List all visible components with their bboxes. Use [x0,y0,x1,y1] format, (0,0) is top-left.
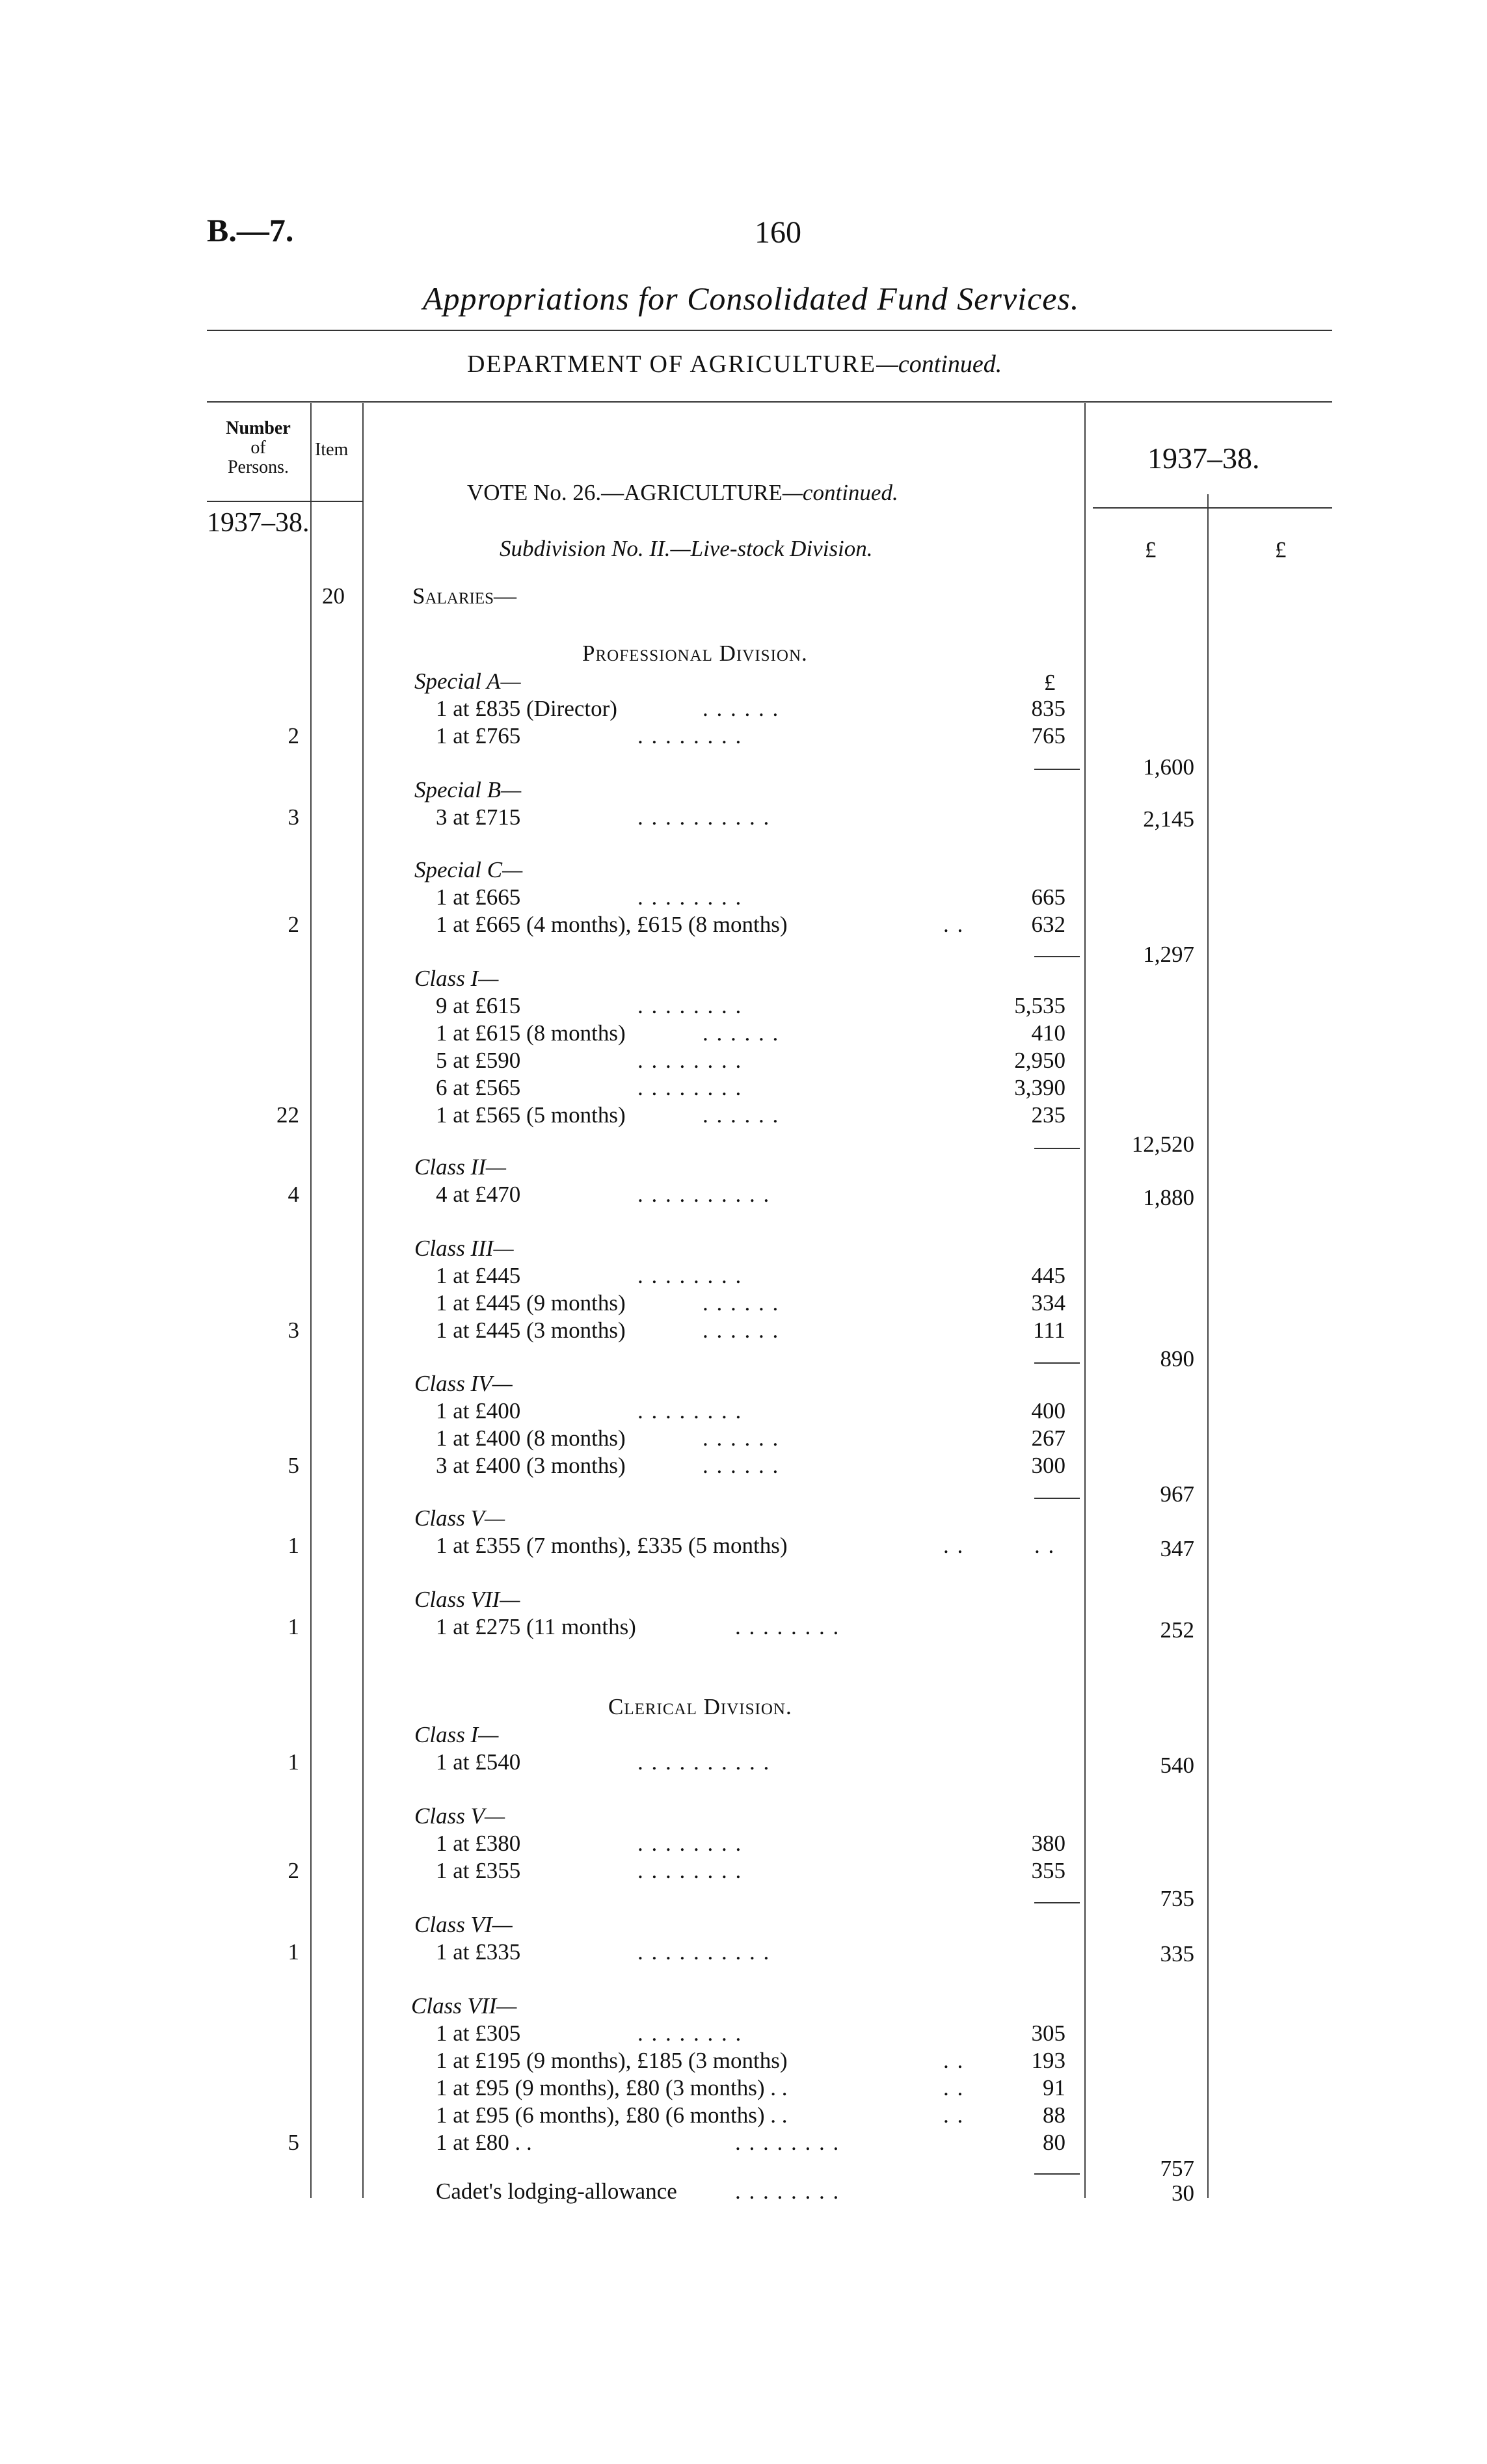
table-row: 1 at £95 (9 months), £80 (3 months) . . . . 91 [436,2075,1065,2100]
table-row: 1 at £665 . . . . . . . . 665 [436,884,1065,910]
class-name: Class I— [414,1722,499,1747]
vote-title: VOTE No. 26.—AGRICULTURE—continued. [467,480,898,505]
table-row: 3 at £715 . . . . . . . . . . [436,804,771,830]
persons-count: 2 [288,1858,299,1883]
class-name: Class V— [414,1803,505,1829]
table-row: 1 at £540 . . . . . . . . . . [436,1749,771,1775]
class-name: Special B— [414,777,522,802]
table-row: 3 at £400 (3 months) . . . . . . 300 [436,1453,1065,1478]
section-total: 1,297 [1143,942,1194,967]
class-name: Class III— [414,1236,514,1261]
section-total: 967 [1160,1481,1194,1507]
table-row: 1 at £835 (Director) . . . . . . 835 [436,696,1065,721]
department-heading: DEPARTMENT OF AGRICULTURE—continued. [467,351,1002,378]
class-name: Class VII— [414,1587,520,1612]
table-row: 1 at £615 (8 months) . . . . . . 410 [436,1020,1065,1046]
section-total: 12,520 [1131,1132,1194,1157]
subtotal-rule [1034,1148,1080,1149]
table-row: 5 at £590 . . . . . . . . 2,950 [436,1048,1065,1073]
table-row: 1 at £665 (4 months), £615 (8 months) . . 632 [436,912,1065,937]
class-name: Class VII— [411,1993,517,2019]
table-row: Cadet's lodging-allowance . . . . . . . . [436,2179,840,2204]
persons-count: 22 [276,1102,299,1128]
table-row: 1 at £765 . . . . . . . . 765 [436,723,1065,748]
subtotal-rule [1034,2173,1080,2175]
persons-count: 2 [288,912,299,937]
salaries-heading: Salaries— [412,583,517,609]
subdivision-title: Subdivision No. II.—Live-stock Division. [500,536,873,561]
class-name: Class I— [414,966,499,991]
persons-year: 1937–38. [207,508,310,538]
persons-count: 5 [288,1453,299,1478]
document-reference: B.—7. [207,212,294,248]
section-total: 735 [1160,1886,1194,1911]
table-row: 4 at £470 . . . . . . . . . . [436,1182,771,1207]
rule-table-top [207,401,1332,403]
table-row: 1 at £335 . . . . . . . . . . [436,1939,771,1965]
table-row: 1 at £355 (7 months), £335 (5 months) . . . . [436,1533,1056,1558]
professional-division-heading: Professional Division. [582,641,808,666]
subtotal-rule [1034,1362,1080,1364]
section-total: 757 [1160,2156,1194,2181]
table-row: 1 at £445 (9 months) . . . . . . 334 [436,1290,1065,1316]
table-row: 1 at £305 . . . . . . . . 305 [436,2020,1065,2046]
table-row: 1 at £445 (3 months) . . . . . . 111 [436,1318,1065,1343]
persons-count: 2 [288,723,299,748]
table-row: 1 at £400 (8 months) . . . . . . 267 [436,1425,1065,1451]
section-total: 540 [1160,1753,1194,1778]
class-name: Class IV— [414,1371,513,1396]
class-name: Class VI— [414,1912,513,1937]
table-row: 1 at £565 (5 months) . . . . . . 235 [436,1102,1065,1128]
table-row: 1 at £380 . . . . . . . . 380 [436,1831,1065,1856]
persons-count: 3 [288,804,299,830]
persons-count: 1 [288,1939,299,1965]
table-row: 1 at £95 (6 months), £80 (6 months) . . . . 88 [436,2102,1065,2128]
subtotal-rule [1034,1902,1080,1903]
year-header: 1937–38. [1147,442,1260,475]
class-name: Special A— [414,669,521,694]
persons-count: 3 [288,1318,299,1343]
table-row: 1 at £80 . . . . . . . . . . 80 [436,2130,1065,2155]
rule-top [207,330,1332,331]
table-row: 1 at £355 . . . . . . . . 355 [436,1858,1065,1883]
section-total: 1,880 [1143,1185,1194,1210]
table-row: 1 at £445 . . . . . . . . 445 [436,1263,1065,1288]
persons-count: 1 [288,1749,299,1775]
table-row: 9 at £615 . . . . . . . . 5,535 [436,993,1065,1018]
section-total: 1,600 [1143,754,1194,780]
page-number: 160 [755,215,801,250]
table-row: 1 at £275 (11 months) . . . . . . . . [436,1614,840,1639]
persons-count: 4 [288,1182,299,1207]
class-name: Class V— [414,1505,505,1531]
subtotal-rule [1034,956,1080,957]
sub-pound-sign: £ [1044,670,1056,695]
subtotal-rule [1034,769,1080,770]
persons-count: 1 [288,1533,299,1558]
table-row: 6 at £565 . . . . . . . . 3,390 [436,1075,1065,1100]
rule-head-right [1093,507,1332,509]
persons-count: 5 [288,2130,299,2155]
persons-count: 1 [288,1614,299,1639]
section-total: 2,145 [1143,806,1194,832]
section-total: 347 [1160,1536,1194,1561]
rule-head-left [207,501,363,502]
page-title: Appropriations for Consolidated Fund Services. [423,280,1080,317]
table-row: 1 at £195 (9 months), £185 (3 months) . . 193 [436,2048,1065,2073]
clerical-division-heading: Clerical Division. [608,1694,792,1719]
persons-column-header: Number of Persons. [226,418,291,477]
section-total: 890 [1160,1346,1194,1371]
section-total: 252 [1160,1617,1194,1643]
section-total: 30 [1172,2180,1194,2206]
item-column-header: Item [315,440,349,460]
class-name: Class II— [414,1154,506,1180]
item-number: 20 [322,583,345,609]
class-name: Special C— [414,857,523,882]
pound-header-2: £ [1275,537,1287,563]
pound-header-1: £ [1145,537,1157,563]
subtotal-rule [1034,1498,1080,1499]
section-total: 335 [1160,1941,1194,1967]
table-row: 1 at £400 . . . . . . . . 400 [436,1398,1065,1424]
